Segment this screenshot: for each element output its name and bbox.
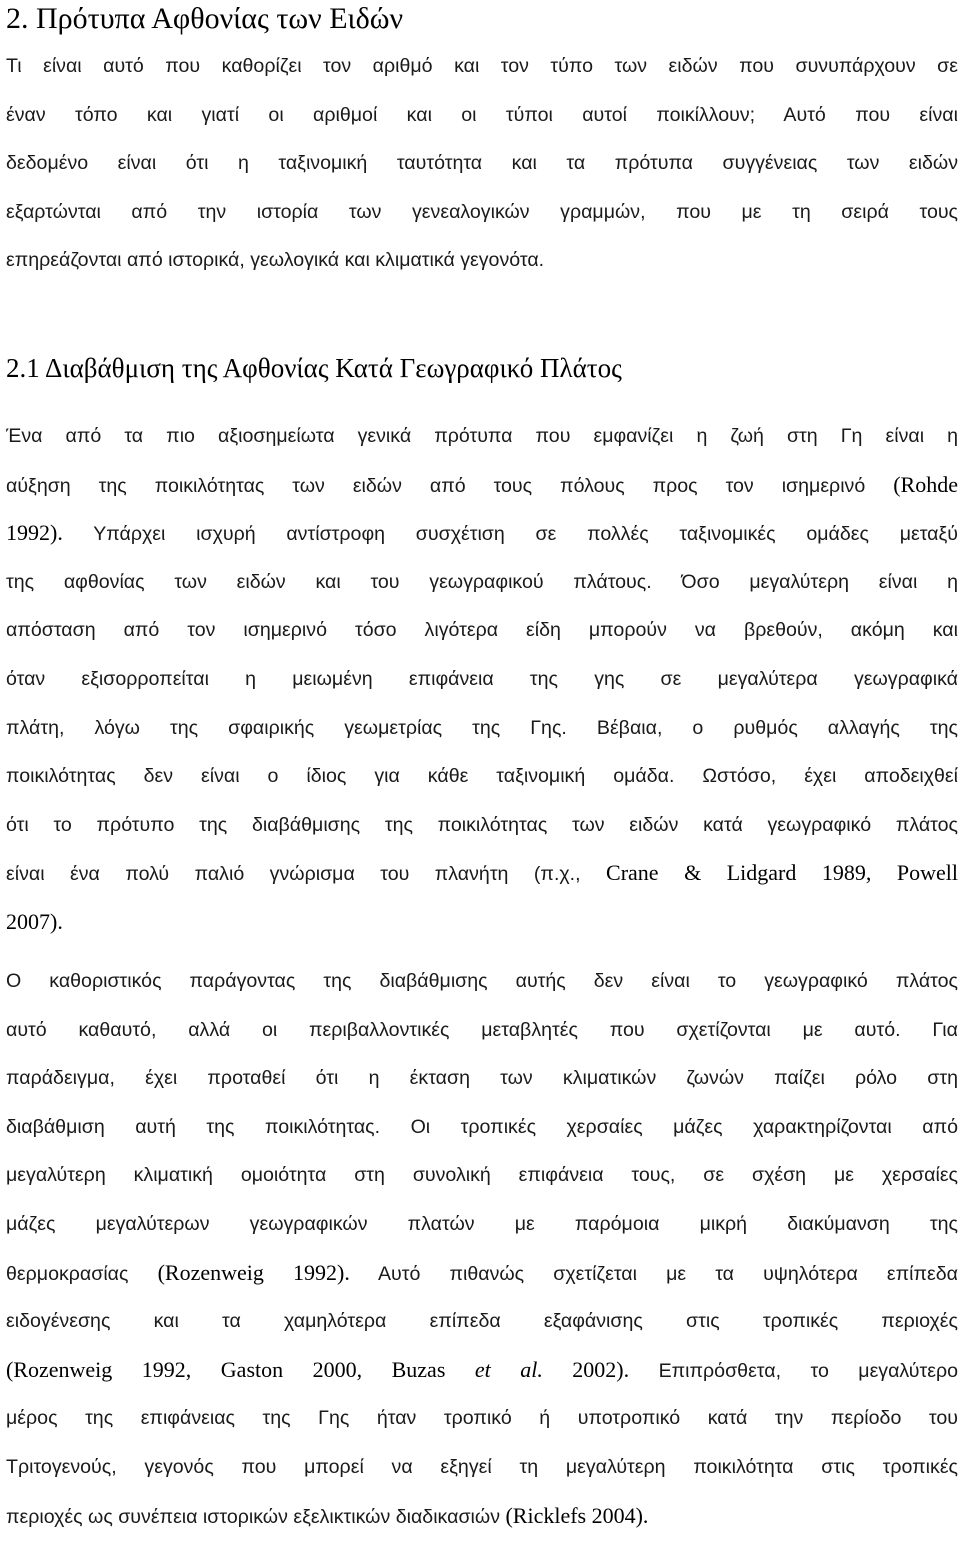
text-segment: ποικιλότητας δεν είναι ο ίδιος για κάθε ταξινομική ομάδα. xyxy=(6,765,675,788)
intro-paragraph xyxy=(6,42,958,285)
section-title: 2.1 Διαβάθμιση της Αφθονίας Κατά Γεωγραφικό Πλάτος xyxy=(6,353,622,383)
citation: (Rohde xyxy=(893,471,958,497)
text-segment: Επιπρόσθετα, το μεγαλύτερο xyxy=(658,1359,958,1382)
text-line xyxy=(6,1249,958,1298)
text-line xyxy=(6,558,958,607)
text-line xyxy=(6,849,958,898)
citation: 1992). xyxy=(6,520,63,546)
text-line xyxy=(6,1346,958,1395)
text-line: δεδομένο είναι ότι η ταξινομική ταυτότητα και τα πρότυπα συγγένειας των ειδών xyxy=(6,152,958,175)
text-segment: αύξηση της ποικιλότητας των ειδών από τους πόλους προς τον ισημερινό xyxy=(6,474,866,497)
text-line: μάζες μεγαλύτερων γεωγραφικών πλατών με παρόμοια μικρή διακύμανση της xyxy=(6,1212,958,1235)
text-line: εξαρτώνται από την ιστορία των γενεαλογικών γραμμών, που με τη σειρά τους xyxy=(6,200,958,223)
citation: 2002). xyxy=(572,1356,630,1382)
text-segment: Όσο μεγαλύτερη είναι η xyxy=(681,570,959,593)
text-line: μέρος της επιφάνειας της Γης ήταν τροπικό ή υποτροπικό κατά την περίοδο του xyxy=(6,1407,958,1430)
citation-italic: et al. xyxy=(474,1356,543,1382)
text-segment: Ωστόσο, έχει αποδειχθεί xyxy=(702,765,959,788)
text-line: Τριτογενούς, γεγονός που μπορεί να εξηγεί τη μεγαλύτερη ποικιλότητα στις τροπικές xyxy=(6,1455,958,1478)
paragraph-latitudinal-gradient xyxy=(6,412,958,947)
text-segment: θερμοκρασίας xyxy=(6,1262,129,1285)
text-line: απόσταση από τον ισημερινό τόσο λιγότερα είδη μπορούν να βρεθούν, ακόμη και xyxy=(6,619,958,642)
text-line: Ο καθοριστικός παράγοντας της διαβάθμισης αυτής δεν είναι το γεωγραφικό πλάτος xyxy=(6,970,958,992)
text-segment: Υπάρχει ισχυρή αντίστροφη συσχέτιση σε πολλές ταξινομικές ομάδες μεταξύ xyxy=(93,523,958,546)
text-line: επηρεάζονται από ιστορικά, γεωλογικά και κλιματικά γεγονότα. xyxy=(6,249,545,272)
text-segment: Αυτό πιθανώς σχετίζεται με τα υψηλότερα επίπεδα xyxy=(377,1262,958,1285)
text-segment: της αφθονίας των ειδών και του γεωγραφικού πλάτους. xyxy=(6,570,652,593)
text-line: έναν τόπο και γιατί οι αριθμοί και οι τύποι αυτοί ποικίλλουν; Αυτό που είναι xyxy=(6,103,958,126)
text-line xyxy=(6,752,958,801)
citation: Crane & Lidgard 1989, Powell xyxy=(606,860,958,886)
citation: (Rozenweig 1992, Gaston 2000, Buzas xyxy=(6,1356,446,1382)
text-line xyxy=(6,509,958,558)
text-line: ειδογένεσης και τα χαμηλότερα επίπεδα εξαφάνισης στις τροπικές περιοχές xyxy=(6,1310,958,1333)
text-line xyxy=(6,461,958,510)
text-line: όταν εξισορροπείται η μειωμένη επιφάνεια της γης σε μεγαλύτερα γεωγραφικά xyxy=(6,667,958,690)
text-line: αυτό καθαυτό, αλλά οι περιβαλλοντικές μεταβλητές που σχετίζονται με αυτό. Για xyxy=(6,1018,958,1041)
text-line: 2007). xyxy=(6,908,63,934)
text-segment: είναι ένα πολύ παλιό γνώρισμα του πλανήτη (π.χ., xyxy=(6,863,581,886)
chapter-title: 2. Πρότυπα Αφθονίας των Ειδών xyxy=(6,2,404,35)
text-segment: περιοχές ως συνέπεια ιστορικών εξελικτικών διαδικασιών xyxy=(6,1505,500,1528)
text-line: ότι το πρότυπο της διαβάθμισης της ποικιλότητας των ειδών κατά γεωγραφικό πλάτος xyxy=(6,813,958,836)
paragraph-environmental-factors xyxy=(6,957,958,1540)
text-line: Ένα από τα πιο αξιοσημείωτα γενικά πρότυπα που εμφανίζει η ζωή στη Γη είναι η xyxy=(6,425,958,447)
text-line: παράδειγμα, έχει προταθεί ότι η έκταση των κλιματικών ζωνών παίζει ρόλο στη xyxy=(6,1067,958,1090)
text-line xyxy=(6,1492,958,1541)
text-line: πλάτη, λόγω της σφαιρικής γεωμετρίας της Γης. Βέβαια, ο ρυθμός αλλαγής της xyxy=(6,716,958,739)
citation: (Rozenweig 1992). xyxy=(157,1259,350,1285)
text-line: διαβάθμιση αυτή της ποικιλότητας. Οι τροπικές χερσαίες μάζες χαρακτηρίζονται από xyxy=(6,1115,958,1138)
text-line: Τι είναι αυτό που καθορίζει τον αριθμό και τον τύπο των ειδών που συνυπάρχουν σε xyxy=(6,55,958,77)
citation: (Ricklefs 2004). xyxy=(505,1502,649,1528)
text-line: μεγαλύτερη κλιματική ομοιότητα στη συνολική επιφάνεια τους, σε σχέση με χερσαίες xyxy=(6,1164,958,1187)
